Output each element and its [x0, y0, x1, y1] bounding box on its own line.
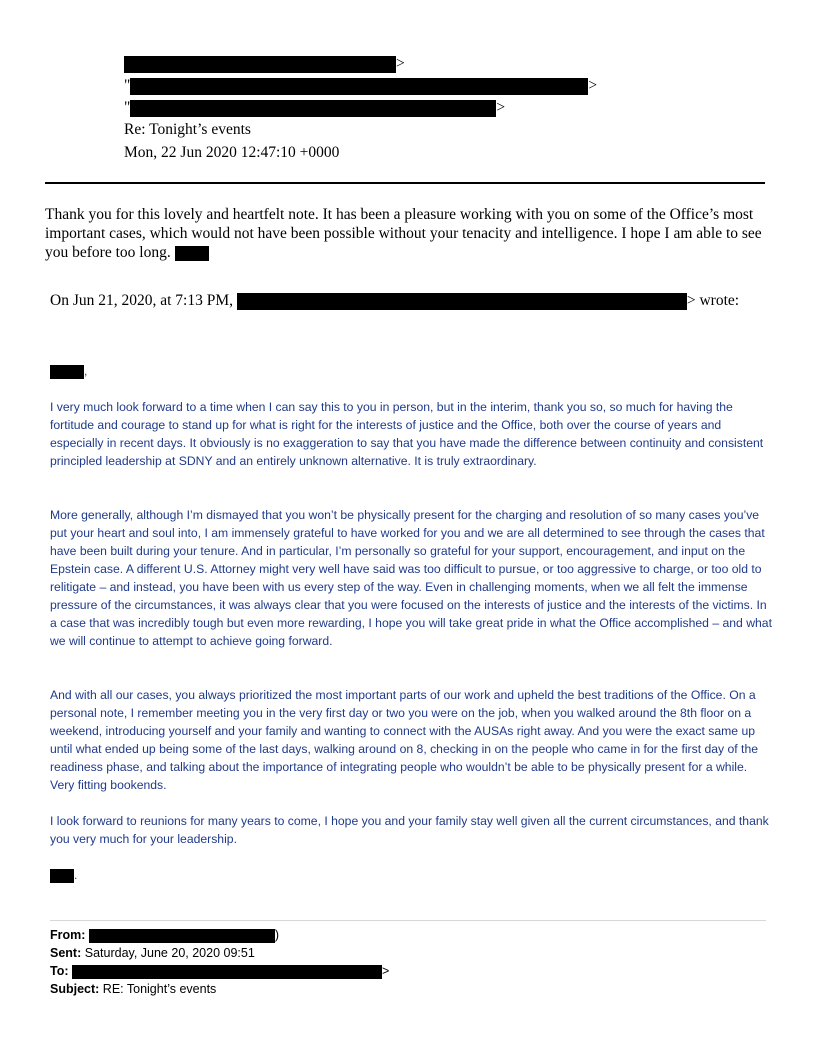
- fwd-subject-value: RE: Tonight’s events: [102, 982, 217, 996]
- forward-divider: [50, 920, 766, 921]
- from-value: >: [124, 53, 405, 75]
- header-divider: [45, 182, 765, 184]
- redaction: [130, 78, 588, 95]
- fwd-to-row: To: >: [50, 964, 390, 978]
- quoted-paragraph-1: I very much look forward to a time when I can say this to you in person, but in the interim, thank you so, so much for having the fortitude and courage to stand up for what is right for the interests of justice and the Office, both over the course of years and especially in recent days. It obviously is no exaggeration to say that you have made the difference between continuity and consistent principled leadership at SDNY and an entirely unknown alternative. It is truly extraordinary.: [50, 400, 764, 468]
- redaction: [175, 246, 209, 261]
- redaction: [237, 293, 687, 310]
- subject-value: Re: Tonight’s events: [124, 121, 251, 138]
- fwd-from-label: From:: [50, 928, 86, 942]
- redaction: [130, 100, 496, 117]
- fwd-subject-row: [50, 980, 216, 998]
- fwd-sent-value: Saturday, June 20, 2020 09:51: [84, 946, 255, 960]
- redaction: [50, 365, 84, 379]
- wrote-line: On Jun 21, 2020, at 7:13 PM, > wrote:: [50, 292, 740, 309]
- reply-text: Thank you for this lovely and heartfelt note. It has been a pleasure working with you on some of the Office’s most important cases, which would not have been possible without your tenacity and intelligence. I hope I am able to see you before too long.: [45, 206, 762, 261]
- quoted-paragraph-4: I look forward to reunions for many years to come, I hope you and your family stay well given all the current circumstances, and thank you very much for your leadership.: [50, 814, 769, 846]
- redaction: [72, 965, 382, 979]
- redaction: [124, 56, 396, 73]
- reply-body: [45, 205, 765, 262]
- fwd-subject-label: Subject:: [50, 982, 100, 996]
- redaction: [89, 929, 275, 943]
- quoted-paragraph-3: And with all our cases, you always prioritized the most important parts of our work and upheld the best traditions of the Office. On a personal note, I remember meeting you in the very first day or two you were on the job, when you walked around the 8th floor on a weekend, introducing yourself and your family and wanting to connect with the AUSAs right away. And you were the exact same up until what ended up being some of the last days, walking around on 8, checking in on the people who came in for the first day of the readiness phase, and talking about the importance of integrating people who wouldn’t be able to be physically present for a while. Very fitting bookends.: [50, 688, 758, 792]
- fwd-from-row: From: ): [50, 928, 280, 942]
- fwd-sent-label: Sent:: [50, 946, 82, 960]
- fwd-to-label: To:: [50, 964, 69, 978]
- cc-value: " >: [124, 99, 506, 116]
- quoted-signoff: .: [50, 866, 772, 884]
- fwd-sent-row: [50, 944, 255, 962]
- quoted-paragraph-2: More generally, although I’m dismayed that you won’t be physically present for the charging and resolution of so many cases you’ve put your heart and soul into, I am immensely grateful to have worked for you and we are all determined to see through the cases that have been built during your tenure. And in particular, I’m personally so grateful for your support, encouragement, and input on the Epstein case. A different U.S. Attorney might very well have said was too difficult to pursue, or too aggressive to charge, or too old to relitigate – and instead, you have been with us every step of the way. Even in challenging moments, when we all felt the immense pressure of the circumstances, it was always clear that you were focused on the interests of justice and the interests of the victims. In a case that was incredibly tough but even more rewarding, I hope you will take great pride in what the Office accomplished – and what we will continue to attempt to achieve going forward.: [50, 508, 772, 648]
- redaction: [50, 869, 74, 883]
- quoted-salutation: ,: [50, 362, 772, 380]
- to-value: " >: [124, 77, 598, 94]
- date-value: Mon, 22 Jun 2020 12:47:10 +0000: [124, 144, 340, 161]
